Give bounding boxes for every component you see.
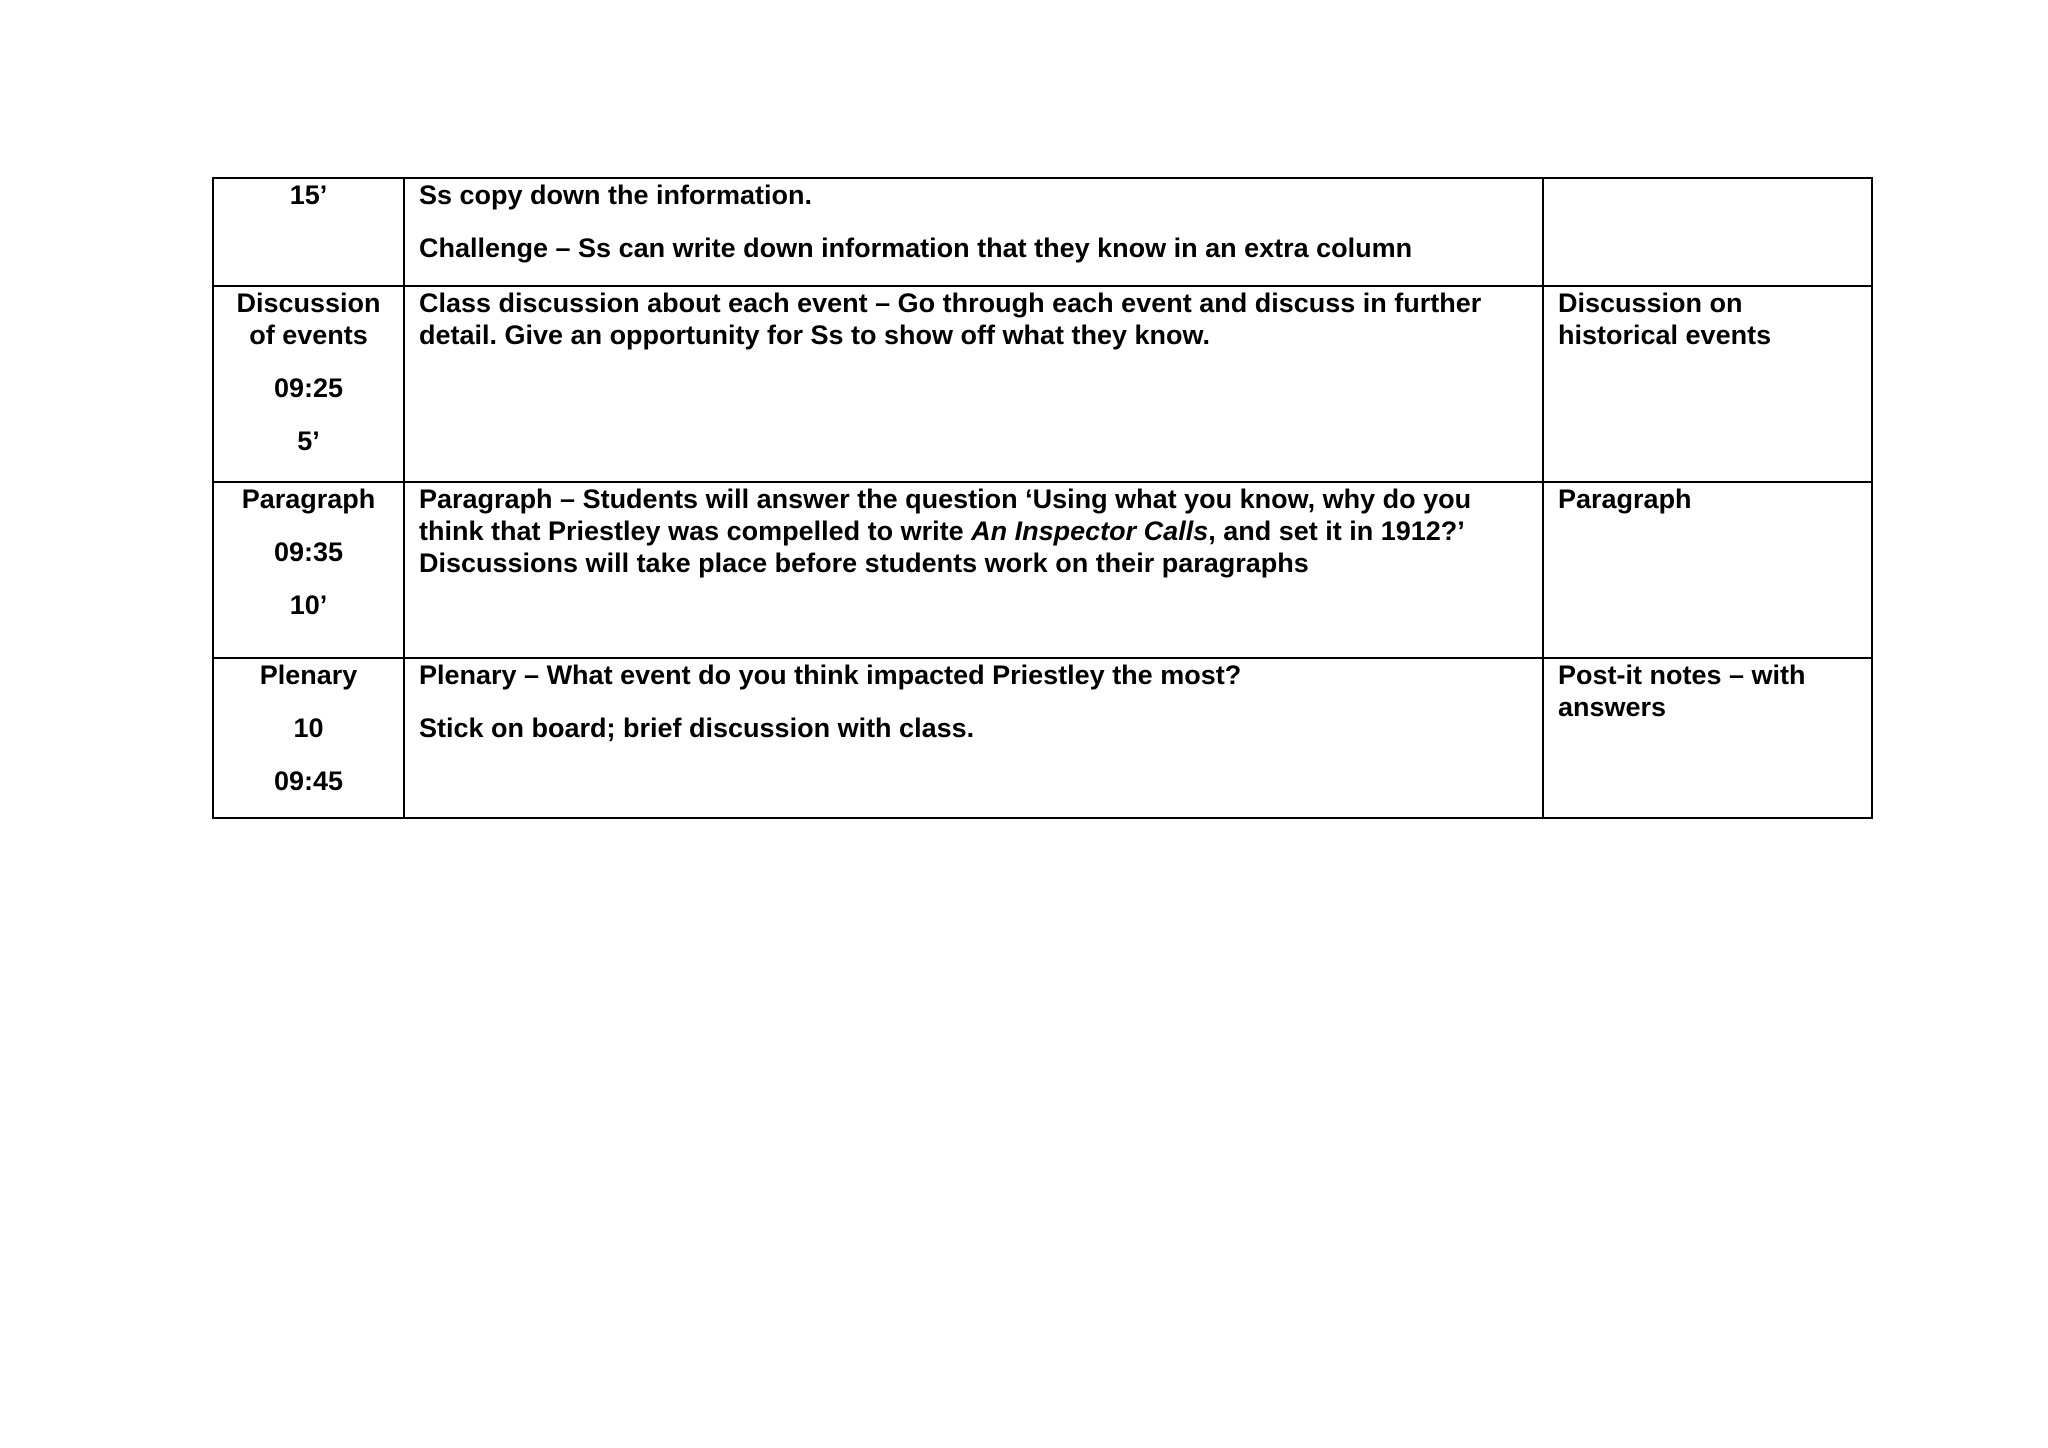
resource-text: Discussion on historical events: [1558, 288, 1772, 350]
activity-question-end: , and set it in 1912?’: [1208, 516, 1465, 546]
activity-cell: [404, 178, 1543, 286]
timing-clock: 09:35: [273, 537, 344, 567]
timing-duration: 10’: [289, 590, 328, 620]
timing-cell: [213, 658, 404, 818]
activity-question-text: Paragraph – Students will answer the question ‘Using what you know, why do you think that Priestley was compelled to write: [419, 484, 1472, 546]
table-row: [213, 658, 1872, 818]
resource-text: Post-it notes – with answers: [1558, 660, 1806, 722]
timing-cell: [213, 482, 404, 658]
timing-duration: 15’: [289, 180, 328, 210]
activity-followup-text: Stick on board; brief discussion with class.: [419, 713, 975, 743]
timing-duration: 10: [293, 713, 324, 743]
table-row: [213, 178, 1872, 286]
activity-challenge-text: Challenge – Ss can write down information that they know in an extra column: [419, 233, 1413, 263]
lesson-plan-table: [212, 177, 1873, 819]
activity-cell: [404, 482, 1543, 658]
timing-duration: 5’: [297, 426, 320, 456]
timing-cell: [213, 178, 404, 286]
activity-cell: [404, 286, 1543, 482]
timing-label: Discussion of events: [236, 288, 381, 350]
play-title: An Inspector Calls: [971, 516, 1209, 546]
activity-note-text: Discussions will take place before students work on their paragraphs: [419, 548, 1309, 578]
activity-cell: [404, 658, 1543, 818]
timing-clock: 09:45: [273, 766, 344, 796]
resource-cell: [1543, 658, 1872, 818]
timing-clock: 09:25: [273, 373, 344, 403]
resource-cell: [1543, 286, 1872, 482]
activity-text: Ss copy down the information.: [419, 180, 813, 210]
activity-text: Class discussion about each event – Go through each event and discuss in further detail. Give an opportunity for Ss to show off what they know.: [419, 288, 1482, 350]
timing-cell: [213, 286, 404, 482]
activity-text: Plenary – What event do you think impacted Priestley the most?: [419, 660, 1242, 690]
timing-label: Paragraph: [241, 484, 376, 514]
resource-cell: [1543, 482, 1872, 658]
activity-text: [419, 483, 1528, 547]
table-row: [213, 286, 1872, 482]
resource-text: Paragraph: [1558, 484, 1692, 514]
timing-label: Plenary: [259, 660, 358, 690]
resource-cell: [1543, 178, 1872, 286]
table-row: [213, 482, 1872, 658]
